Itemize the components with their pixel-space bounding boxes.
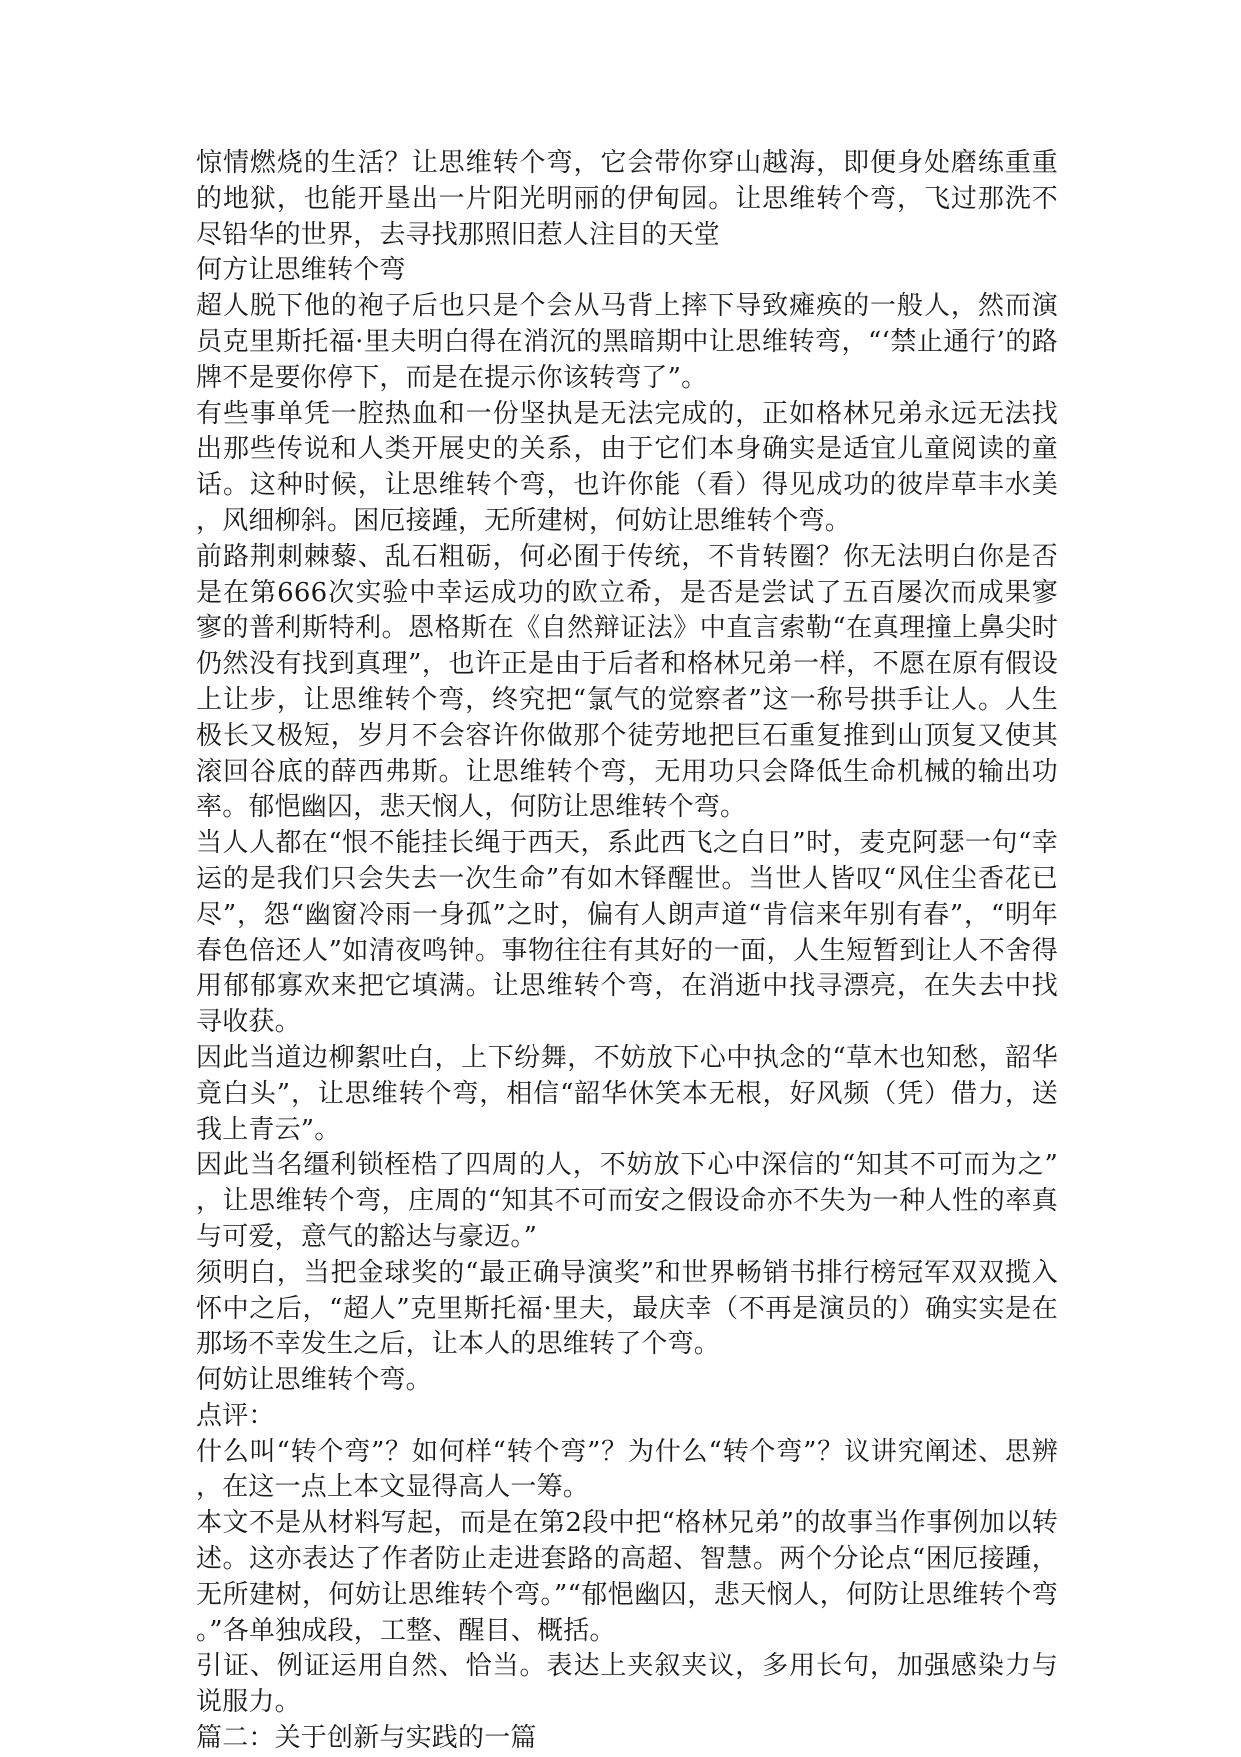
body-paragraph: 有些事单凭一腔热血和一份坚执是无法完成的，正如格林兄弟永远无法找出那些传说和人类开展史的关系，由于它们本身确实是适宜儿童阅读的童话。这种时候，让思维转个弯，也许你能（看）得见成功的彼岸草丰水美，风细柳斜。困厄接踵，无所建树，何妨让思维转个弯。 xyxy=(196,398,1058,536)
body-paragraph: 当人人都在“恨不能挂长绳于西天，系此西飞之白日”时，麦克阿瑟一句“幸运的是我们只会失去一次生命”有如木铎醒世。当世人皆叹“风住尘香花已尽”，怨“幽窗冷雨一身孤”之时，偏有人朗声道“肯信来年别有春”，“明年春色倍还人”如清夜鸣钟。事物往往有其好的一面，人生短暂到让人不舍得用郁郁寡欢来把它填满。让思维转个弯，在消逝中找寻漂亮，在失去中找寻收获。 xyxy=(196,828,1058,1038)
body-paragraph: 超人脱下他的袍子后也只是个会从马背上摔下导致瘫痪的一般人，然而演员克里斯托福·里夫明白得在消沉的黑暗期中让思维转弯，“‘禁止通行’的路牌不是要你停下，而是在提示你该转弯了”。 xyxy=(196,291,1058,393)
body-paragraph: 何妨让思维转个弯。 xyxy=(196,1365,432,1396)
comment-heading: 点评： xyxy=(196,1400,275,1431)
comment-paragraph: 什么叫“转个弯”？如何样“转个弯”？为什么“转个弯”？议讲究阐述、思辨，在这一点上本文显得高人一筹。 xyxy=(196,1436,1058,1503)
body-paragraph: 因此当名缰利锁桎梏了四周的人，不妨放下心中深信的“知其不可而为之”，让思维转个弯，庄周的“知其不可而安之假设命亦不失为一种人性的率真与可爱，意气的豁达与豪迈。” xyxy=(196,1150,1058,1252)
body-paragraph: 惊情燃烧的生活？让思维转个弯，它会带你穿山越海，即便身处磨练重重的地狱，也能开垦出一片阳光明丽的伊甸园。让思维转个弯，飞过那洗不尽铅华的世界，去寻找那照旧惹人注目的天堂 xyxy=(196,148,1058,250)
document-body xyxy=(196,146,1058,1757)
body-paragraph: 须明白，当把金球奖的“最正确导演奖”和世界畅销书排行榜冠军双双揽入怀中之后，“超人”克里斯托福·里夫，最庆幸（不再是演员的）确实实是在那场不幸发生之后，让本人的思维转了个弯。 xyxy=(196,1257,1058,1360)
section-heading: 何方让思维转个弯 xyxy=(196,255,406,286)
body-paragraph: 因此当道边柳絮吐白，上下纷舞，不妨放下心中执念的“草木也知愁，韶华竟白头”，让思维转个弯，相信“韶华休笑本无根，好风频（凭）借力，送我上青云”。 xyxy=(196,1042,1058,1145)
comment-paragraph: 引证、例证运用自然、恰当。表达上夹叙夹议，多用长句，加强感染力与说服力。 xyxy=(196,1651,1058,1718)
body-paragraph: 前路荆刺棘藜、乱石粗砺，何必囿于传统，不肯转圈？你无法明白你是否是在第666次实验中幸运成功的欧立希，是否是尝试了五百屡次而成果寥寥的普利斯特利。恩格斯在《自然辩证法》中直言索勒“在真理撞上鼻尖时仍然没有找到真理”，也许正是由于后者和格林兄弟一样，不愿在原有假设上让步，让思维转个弯，终究把“氯气的觉察者”这一称号拱手让人。人生极长又极短，岁月不会容许你做那个徒劳地把巨石重复推到山顶复又使其滚回谷底的薛西弗斯。让思维转个弯，无用功只会降低生命机械的输出功率。郁悒幽囚，悲天悯人，何防让思维转个弯。 xyxy=(196,541,1058,823)
next-article-heading: 篇二：关于创新与实践的一篇 xyxy=(196,1723,537,1754)
comment-paragraph: 本文不是从材料写起，而是在第2段中把“格林兄弟”的故事当作事例加以转述。这亦表达了作者防止走进套路的高超、智慧。两个分论点“困厄接踵，无所建树，何妨让思维转个弯。”“郁悒幽囚，悲天悯人，何防让思维转个弯。”各单独成段，工整、醒目、概括。 xyxy=(196,1508,1058,1646)
